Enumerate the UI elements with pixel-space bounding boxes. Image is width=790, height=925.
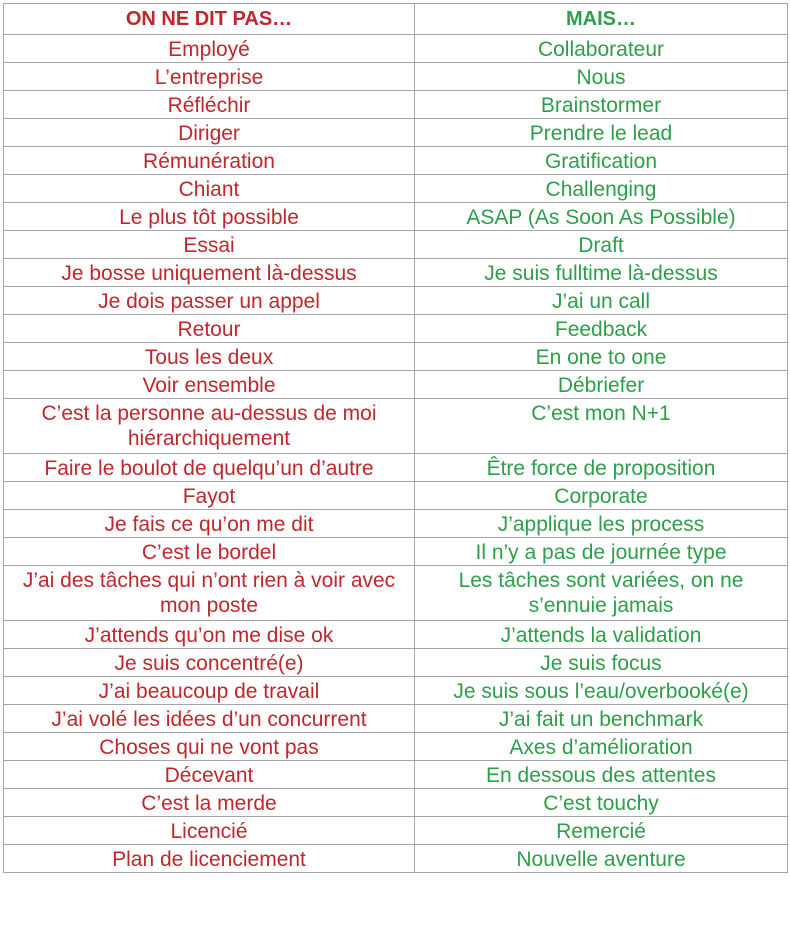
table-row: [4, 35, 788, 63]
table-row: [4, 91, 788, 119]
phrase-avoid: Licencié: [4, 817, 415, 845]
phrase-say: Je suis sous l’eau/overbooké(e): [415, 677, 788, 705]
table-row: [4, 231, 788, 259]
phrase-say: Gratification: [415, 147, 788, 175]
phrase-say: Prendre le lead: [415, 119, 788, 147]
table-row: [4, 371, 788, 399]
phrase-say: Je suis fulltime là-dessus: [415, 259, 788, 287]
table-row: [4, 63, 788, 91]
table-row: [4, 761, 788, 789]
phrase-avoid: Je bosse uniquement là-dessus: [4, 259, 415, 287]
header-right: MAIS…: [415, 4, 788, 35]
phrase-say: Les tâches sont variées, on ne s’ennuie jamais: [415, 566, 788, 621]
table-row: [4, 538, 788, 566]
phrase-say: Je suis focus: [415, 649, 788, 677]
phrase-say: Brainstormer: [415, 91, 788, 119]
table-header-row: [4, 4, 788, 35]
table-row: [4, 482, 788, 510]
table-row: [4, 621, 788, 649]
phrase-say: J’applique les process: [415, 510, 788, 538]
phrase-say: J’ai fait un benchmark: [415, 705, 788, 733]
table-row: [4, 733, 788, 761]
table-row: [4, 677, 788, 705]
phrase-say: Être force de proposition: [415, 454, 788, 482]
phrase-avoid: Choses qui ne vont pas: [4, 733, 415, 761]
vocabulary-table-container: [3, 3, 787, 873]
phrase-avoid: C’est la merde: [4, 789, 415, 817]
phrase-avoid: J’ai volé les idées d’un concurrent: [4, 705, 415, 733]
table-row: [4, 203, 788, 231]
phrase-say: J’ai un call: [415, 287, 788, 315]
vocabulary-table: [3, 3, 788, 873]
table-row: [4, 845, 788, 873]
phrase-avoid: Fayot: [4, 482, 415, 510]
phrase-say: Remercié: [415, 817, 788, 845]
table-row: [4, 510, 788, 538]
table-row: [4, 817, 788, 845]
phrase-say: Challenging: [415, 175, 788, 203]
phrase-avoid: Je suis concentré(e): [4, 649, 415, 677]
phrase-avoid: Le plus tôt possible: [4, 203, 415, 231]
phrase-avoid: Je dois passer un appel: [4, 287, 415, 315]
phrase-say: J’attends la validation: [415, 621, 788, 649]
phrase-say: En dessous des attentes: [415, 761, 788, 789]
table-row: [4, 789, 788, 817]
phrase-say: ASAP (As Soon As Possible): [415, 203, 788, 231]
phrase-say: Nous: [415, 63, 788, 91]
phrase-say: Nouvelle aventure: [415, 845, 788, 873]
table-row: [4, 259, 788, 287]
table-row: [4, 119, 788, 147]
table-row: [4, 399, 788, 454]
phrase-avoid: Décevant: [4, 761, 415, 789]
phrase-say: Feedback: [415, 315, 788, 343]
phrase-say: Axes d’amélioration: [415, 733, 788, 761]
phrase-avoid: Diriger: [4, 119, 415, 147]
header-left: ON NE DIT PAS…: [4, 4, 415, 35]
table-row: [4, 175, 788, 203]
phrase-say: Collaborateur: [415, 35, 788, 63]
phrase-say: Draft: [415, 231, 788, 259]
table-body: [4, 35, 788, 873]
phrase-avoid: J’attends qu’on me dise ok: [4, 621, 415, 649]
table-row: [4, 705, 788, 733]
table-row: [4, 649, 788, 677]
phrase-avoid: Retour: [4, 315, 415, 343]
phrase-avoid: Réfléchir: [4, 91, 415, 119]
phrase-avoid: J’ai beaucoup de travail: [4, 677, 415, 705]
phrase-say: Corporate: [415, 482, 788, 510]
phrase-avoid: Je fais ce qu’on me dit: [4, 510, 415, 538]
table-row: [4, 287, 788, 315]
phrase-avoid: Employé: [4, 35, 415, 63]
phrase-say: Débriefer: [415, 371, 788, 399]
table-row: [4, 454, 788, 482]
phrase-avoid: Voir ensemble: [4, 371, 415, 399]
table-row: [4, 343, 788, 371]
phrase-say: C’est mon N+1: [415, 399, 788, 454]
phrase-say: En one to one: [415, 343, 788, 371]
table-row: [4, 315, 788, 343]
table-row: [4, 147, 788, 175]
phrase-avoid: Rémunération: [4, 147, 415, 175]
phrase-avoid: L’entreprise: [4, 63, 415, 91]
table-row: [4, 566, 788, 621]
phrase-avoid: Chiant: [4, 175, 415, 203]
phrase-avoid: C’est la personne au-dessus de moi hiérarchiquement: [4, 399, 415, 454]
phrase-say: C’est touchy: [415, 789, 788, 817]
phrase-avoid: Faire le boulot de quelqu’un d’autre: [4, 454, 415, 482]
phrase-avoid: J’ai des tâches qui n’ont rien à voir avec mon poste: [4, 566, 415, 621]
phrase-avoid: Plan de licenciement: [4, 845, 415, 873]
phrase-say: Il n’y a pas de journée type: [415, 538, 788, 566]
phrase-avoid: Essai: [4, 231, 415, 259]
phrase-avoid: C’est le bordel: [4, 538, 415, 566]
phrase-avoid: Tous les deux: [4, 343, 415, 371]
